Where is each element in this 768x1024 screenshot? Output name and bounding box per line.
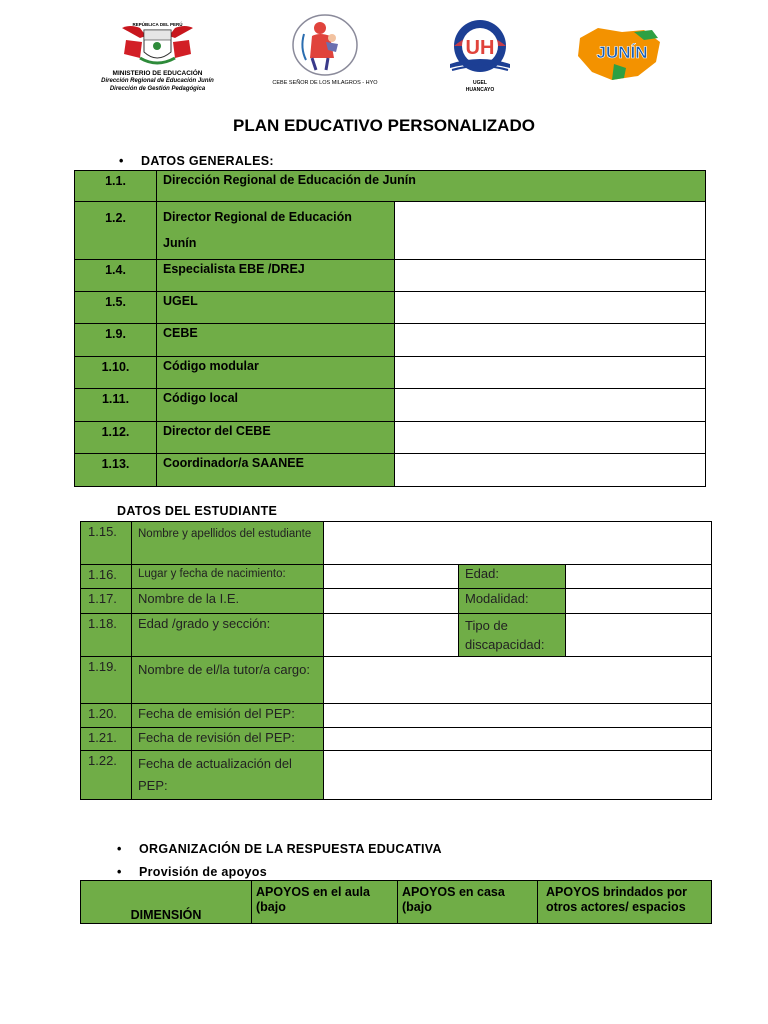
row-number: 1.19. [81,657,132,704]
row-number: 1.4. [75,260,157,292]
row-label: Fecha de emisión del PEP: [132,704,324,728]
table-row [75,422,706,454]
column-header-apoyos-otros: APOYOS brindados por otros actores/ espacios [538,881,712,924]
input-cell[interactable] [395,324,706,357]
row-number: 1.13. [75,454,157,487]
row-number: 1.22. [81,751,132,800]
table-row [81,565,712,589]
row-sublabel: Tipo de discapacidad: [459,614,566,657]
cebe-logo-icon [270,14,380,76]
row-label: Coordinador/a SAANEE [157,454,395,487]
ugel-caption-2: HUANCAYO [465,87,495,93]
table-row [75,171,706,202]
row-label: Nombre y apellidos del estudiante [132,522,324,565]
input-cell[interactable] [395,389,706,422]
input-cell[interactable] [395,260,706,292]
ugel-logo [440,18,520,96]
table-row [81,704,712,728]
section-datos-estudiante-heading: DATOS DEL ESTUDIANTE [117,504,278,518]
input-cell[interactable] [324,614,459,657]
heading-text: DATOS GENERALES: [141,154,274,168]
row-number: 1.9. [75,324,157,357]
row-label: Edad /grado y sección: [132,614,324,657]
column-header-dimension: DIMENSIÓN [81,881,252,924]
row-number: 1.11. [75,389,157,422]
column-header-apoyos-aula: APOYOS en el aula (bajo [252,881,398,924]
row-label: Código local [157,389,395,422]
table-header-row [81,881,712,924]
row-label: Director del CEBE [157,422,395,454]
row-number: 1.12. [75,422,157,454]
cebe-logo [270,14,380,94]
section-provision-heading [117,865,267,879]
table-row [81,522,712,565]
row-sublabel: Modalidad: [459,589,566,614]
row-label: Especialista EBE /DREJ [157,260,395,292]
row-number: 1.15. [81,522,132,565]
minedu-direccion-regional: Dirección Regional de Educación Junín [101,78,214,84]
datos-generales-table [74,170,706,487]
input-cell[interactable] [395,357,706,389]
input-cell[interactable] [566,565,712,589]
row-number: 1.5. [75,292,157,324]
ugel-mark: UH [465,37,495,59]
section-organizacion-heading [117,842,442,856]
minedu-logo [100,18,215,98]
input-cell[interactable] [324,565,459,589]
table-row [75,260,706,292]
row-number: 1.20. [81,704,132,728]
column-header-apoyos-casa: APOYOS en casa (bajo [398,881,538,924]
input-cell[interactable] [566,589,712,614]
minedu-republica: REPÚBLICA DEL PERÚ [132,22,183,27]
ugel-logo-icon [440,18,520,78]
junin-mark: JUNÍN [596,43,648,62]
table-row [81,657,712,704]
datos-estudiante-table [80,521,712,800]
minedu-ministerio: MINISTERIO DE EDUCACIÓN [112,70,203,77]
row-label: Director Regional de Educación Junín [157,202,395,260]
table-row [81,589,712,614]
cebe-caption: CEBE SEÑOR DE LOS MILAGROS - HYO [272,80,378,86]
table-row [75,202,706,260]
bullet: • [117,842,122,856]
row-label: UGEL [157,292,395,324]
table-row [81,751,712,800]
junin-region-map-icon [574,24,666,84]
input-cell[interactable] [324,728,712,751]
input-cell[interactable] [395,202,706,260]
input-cell[interactable] [395,422,706,454]
input-cell[interactable] [324,589,459,614]
ugel-caption-1: UGEL [473,80,487,86]
row-number: 1.18. [81,614,132,657]
input-cell[interactable] [395,454,706,487]
table-row [75,292,706,324]
bullet: • [119,154,124,168]
heading-text: ORGANIZACIÓN DE LA RESPUESTA EDUCATIVA [139,842,442,856]
row-number: 1.2. [75,202,157,260]
input-cell[interactable] [324,751,712,800]
heading-text: Provisión de apoyos [139,865,267,879]
table-row [81,728,712,751]
row-number: 1.10. [75,357,157,389]
provision-apoyos-table [80,880,712,924]
page-title: PLAN EDUCATIVO PERSONALIZADO [233,116,535,135]
row-number: 1.16. [81,565,132,589]
row-label: CEBE [157,324,395,357]
row-label: Dirección Regional de Educación de Junín [157,171,706,202]
row-label: Fecha de revisión del PEP: [132,728,324,751]
table-row [75,389,706,422]
bullet: • [117,865,122,879]
row-label: Código modular [157,357,395,389]
table-row [75,454,706,487]
table-row [81,614,712,657]
row-number: 1.1. [75,171,157,202]
table-row [75,324,706,357]
section-datos-generales-heading [119,154,274,168]
junin-logo [574,24,666,84]
input-cell[interactable] [395,292,706,324]
input-cell[interactable] [324,704,712,728]
input-cell[interactable] [324,657,712,704]
input-cell[interactable] [566,614,712,657]
row-number: 1.21. [81,728,132,751]
input-cell[interactable] [324,522,712,565]
row-label: Nombre de el/la tutor/a cargo: [132,657,324,704]
table-row [75,357,706,389]
row-sublabel: Edad: [459,565,566,589]
minedu-direccion-gestion: Dirección de Gestión Pedagógica [109,86,206,92]
row-number: 1.17. [81,589,132,614]
row-label: Nombre de la I.E. [132,589,324,614]
row-label: Fecha de actualización del PEP: [132,751,324,800]
row-label: Lugar y fecha de nacimiento: [132,565,324,589]
